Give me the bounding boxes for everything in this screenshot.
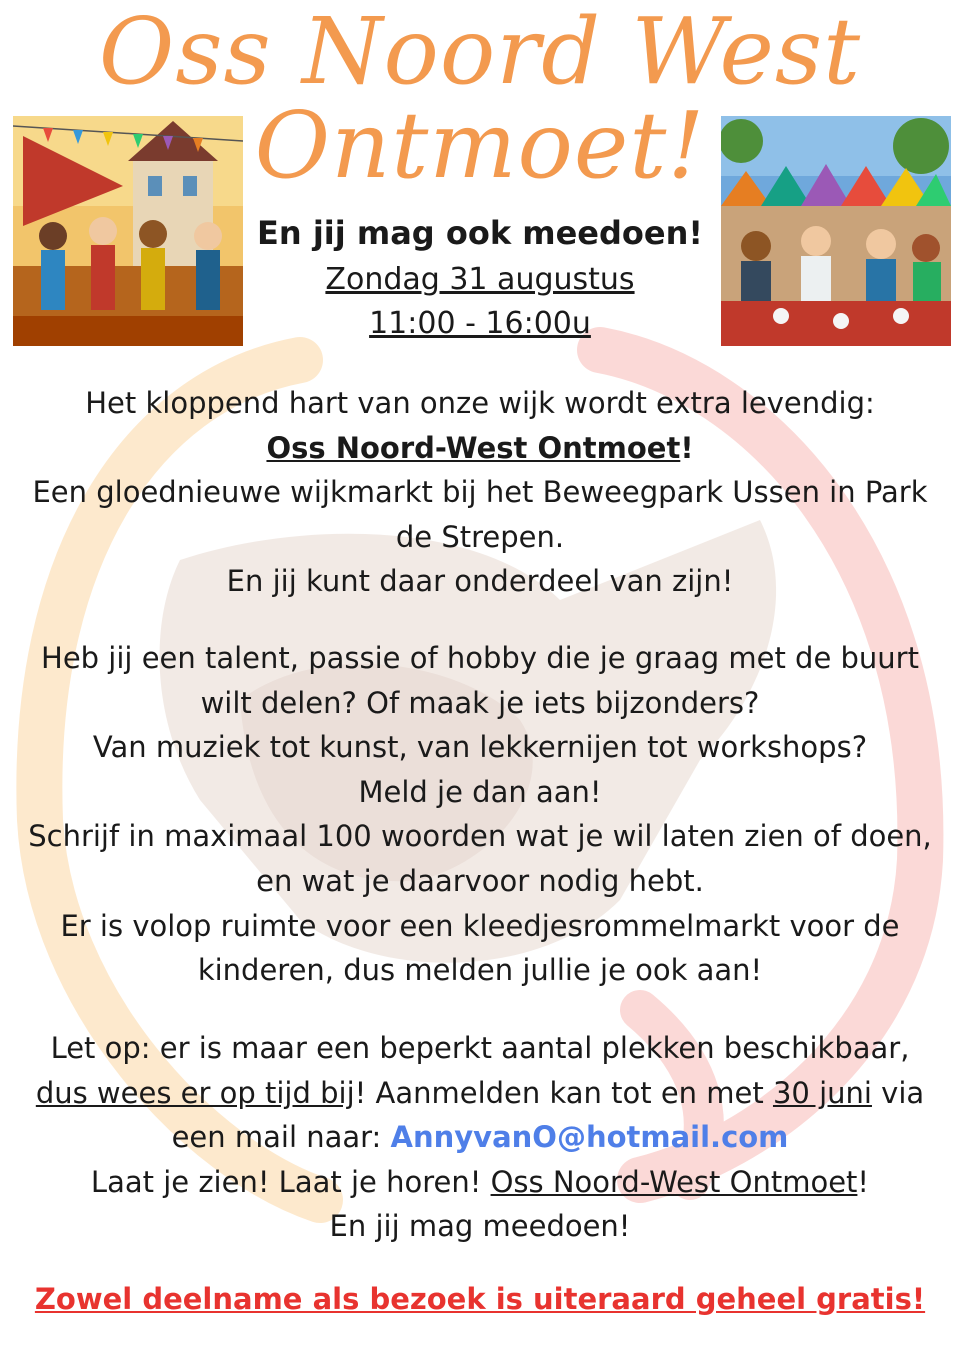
call-line-1: Heb jij een talent, passie of hobby die je graag met de buurt: [41, 641, 919, 675]
event-time: 11:00 - 16:00u: [369, 306, 591, 341]
notice-line-3: [10, 1115, 950, 1160]
event-name-underline: Oss Noord-West Ontmoet: [490, 1164, 858, 1199]
notice-line-2: [10, 1071, 950, 1116]
call-line-4: Meld je dan aan!: [358, 774, 602, 809]
intro-line-2: [10, 426, 950, 471]
call-line-8: kinderen, dus melden jullie je ook aan!: [197, 953, 763, 988]
notice-line-2-end: via: [871, 1075, 925, 1110]
title-line-1: Oss Noord West: [98, 0, 862, 105]
deadline-date: 30 juni: [772, 1075, 872, 1110]
notice-line-2-text: ! Aanmelden kan tot en met: [354, 1075, 773, 1110]
title-line-2: Ontmoet!: [254, 92, 706, 199]
event-date: Zondag 31 augustus: [325, 262, 635, 297]
call-line-2: wilt delen? Of maak je iets bijzonders?: [200, 685, 760, 720]
notice-line-4: [10, 1160, 950, 1205]
intro-line-4: de Strepen.: [395, 519, 565, 554]
intro-line-3: Een gloednieuwe wijkmarkt bij het Beweegpark Ussen in Park: [32, 475, 928, 510]
intro-line-5: En jij kunt daar onderdeel van zijn!: [226, 564, 734, 599]
event-name-punct: !: [680, 430, 694, 465]
notice-line-4-text: Laat je zien! Laat je horen!: [90, 1164, 491, 1199]
call-line-7: Er is volop ruimte voor een kleedjesrommelmarkt voor de: [60, 908, 900, 943]
on-time-underline: dus wees er op tijd bij: [35, 1075, 355, 1110]
event-name-highlight: Oss Noord-West Ontmoet: [266, 430, 681, 465]
notice-line-1: Let op: er is maar een beperkt aantal plekken beschikbaar,: [50, 1031, 910, 1065]
intro-line-1: Het kloppend hart van onze wijk wordt extra levendig:: [85, 386, 875, 420]
tagline: En jij mag ook meedoen!: [257, 214, 703, 252]
call-paragraph: [10, 636, 950, 993]
notice-paragraph: [10, 1026, 950, 1249]
call-line-6: en wat je daarvoor nodig hebt.: [256, 863, 704, 898]
notice-line-4-punct: !: [857, 1164, 870, 1199]
intro-paragraph: [10, 381, 950, 604]
call-line-5: Schrijf in maximaal 100 woorden wat je wil laten zien of doen,: [28, 819, 932, 854]
notice-line-3-text: een mail naar:: [171, 1120, 391, 1155]
free-entry-footer: Zowel deelname als bezoek is uiteraard geheel gratis!: [34, 1282, 926, 1316]
notice-line-5: En jij mag meedoen!: [329, 1209, 631, 1244]
email-link[interactable]: AnnyvanO@hotmail.com: [390, 1120, 789, 1155]
call-line-3: Van muziek tot kunst, van lekkernijen tot workshops?: [92, 730, 868, 765]
